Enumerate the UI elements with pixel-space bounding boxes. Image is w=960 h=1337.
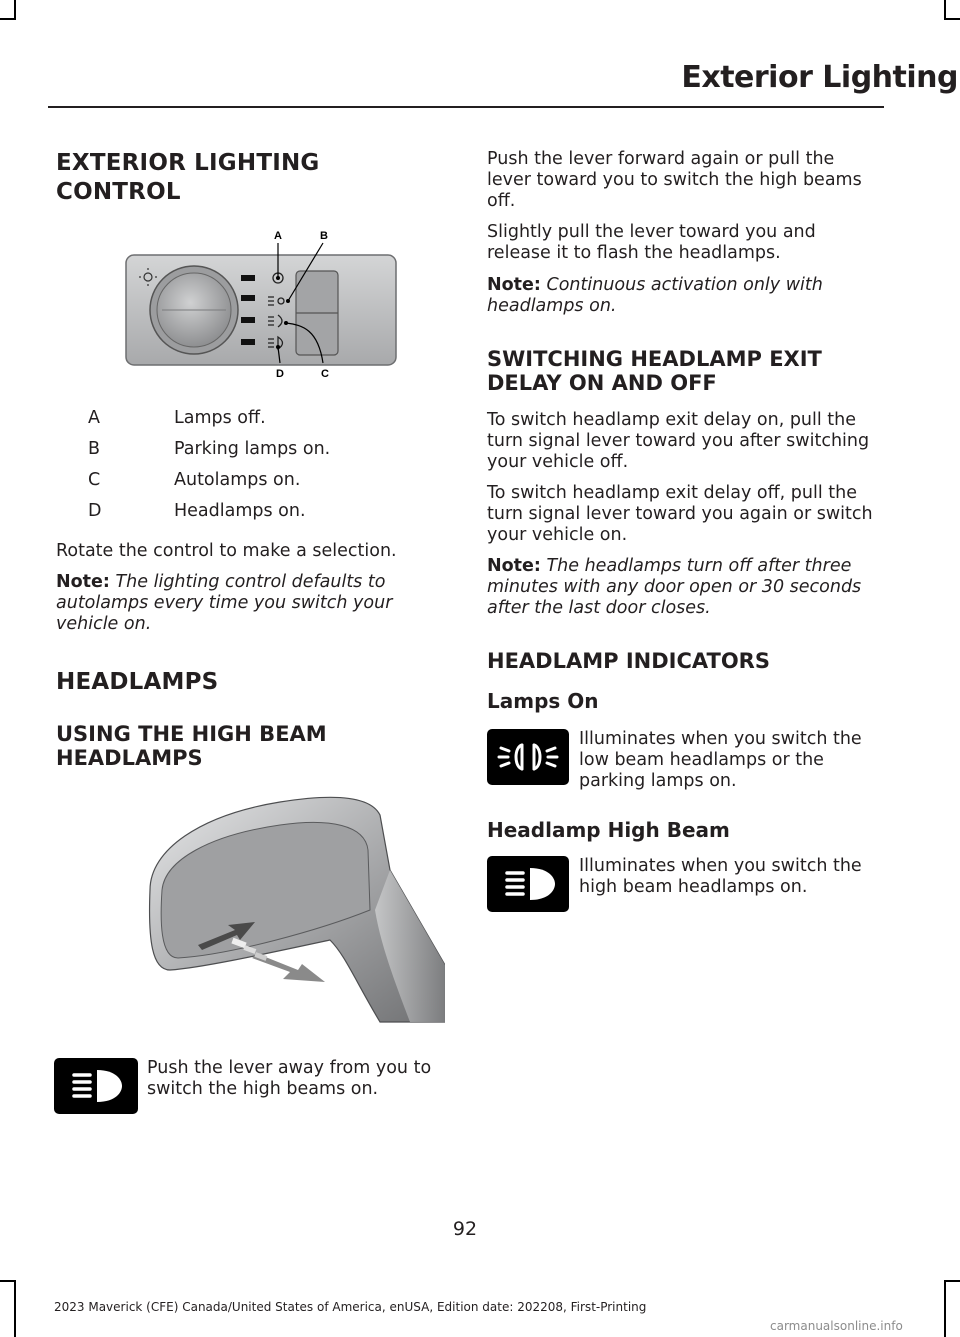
chapter-title: Exterior Lighting	[681, 60, 958, 95]
body-text: Rotate the control to make a selection.	[56, 541, 397, 561]
lighting-control-figure	[118, 225, 408, 385]
watermark: carmanualsonline.info	[770, 1319, 903, 1333]
subsection-title: Headlamp High Beam	[487, 818, 730, 842]
crop-mark	[944, 1280, 946, 1337]
crop-mark	[0, 1280, 16, 1282]
legend-item	[56, 501, 306, 522]
lamps-on-icon-box	[487, 729, 569, 785]
subsection-title: Lamps On	[487, 689, 599, 713]
lamps-on-icon	[487, 729, 569, 785]
note	[487, 556, 882, 619]
legend-text: Lamps off.	[174, 408, 266, 428]
legend-key: C	[88, 470, 101, 490]
section-title: EXTERIOR LIGHTING	[56, 150, 320, 176]
legend-item	[56, 408, 266, 429]
legend-key: B	[88, 439, 101, 459]
section-title: HEADLAMPS	[56, 669, 219, 695]
note-label: Note:	[487, 275, 541, 295]
callout-d: D	[276, 368, 284, 380]
crop-mark	[14, 1280, 16, 1337]
lever-figure	[140, 790, 445, 1025]
legend-text: Parking lamps on.	[174, 439, 331, 459]
callout-a: A	[274, 230, 282, 242]
body-text: To switch headlamp exit delay off, pull the turn signal lever toward you again or switch your vehicle on.	[487, 483, 873, 545]
body-text: Push the lever away from you to switch the high beams on.	[147, 1058, 432, 1099]
crop-mark	[944, 0, 946, 18]
legend-text: Headlamps on.	[174, 501, 306, 521]
note-text: Continuous activation only with headlamps on.	[487, 275, 823, 316]
section-subtitle: CONTROL	[56, 179, 181, 205]
crop-mark	[14, 0, 16, 18]
high-beam-indicator-box	[487, 856, 569, 912]
section-title: SWITCHING HEADLAMP EXIT DELAY ON AND OFF	[487, 347, 822, 395]
page-number: 92	[452, 1218, 478, 1240]
legend-key: D	[88, 501, 102, 521]
legend-key: A	[88, 408, 100, 428]
body-text: To switch headlamp exit delay on, pull the turn signal lever toward you after switching your vehicle off.	[487, 410, 870, 472]
legend-text: Autolamps on.	[174, 470, 301, 490]
high-beam-icon-box	[54, 1058, 138, 1114]
note-text: The lighting control defaults to autolamps every time you switch your vehicle on.	[56, 572, 393, 634]
edition-info: 2023 Maverick (CFE) Canada/United States of America, enUSA, Edition date: 202208, First-Printing	[54, 1300, 647, 1314]
body-text: Illuminates when you switch the high beam headlamps on.	[579, 856, 862, 897]
crop-mark	[944, 1280, 960, 1282]
high-beam-icon	[54, 1058, 138, 1114]
legend-item	[56, 439, 330, 460]
note-label: Note:	[487, 556, 541, 576]
high-beam-icon	[487, 856, 569, 912]
crop-mark	[944, 18, 960, 20]
subsection-title: USING THE HIGH BEAM HEADLAMPS	[56, 722, 327, 770]
note-text: The headlamps turn off after three minutes with any door open or 30 seconds after the last door closes.	[487, 556, 862, 618]
note	[56, 572, 426, 635]
crop-mark	[0, 18, 16, 20]
legend-item	[56, 470, 300, 491]
body-text: Slightly pull the lever toward you and release it to flash the headlamps.	[487, 222, 816, 263]
section-title: HEADLAMP INDICATORS	[487, 649, 770, 673]
header-rule	[48, 106, 884, 108]
note-label: Note:	[56, 572, 110, 592]
body-text: Push the lever forward again or pull the lever toward you to switch the high beams off.	[487, 149, 862, 211]
note	[487, 275, 867, 317]
callout-b: B	[320, 230, 328, 242]
body-text: Illuminates when you switch the low beam headlamps or the parking lamps on.	[579, 729, 862, 791]
callout-c: C	[321, 368, 329, 380]
